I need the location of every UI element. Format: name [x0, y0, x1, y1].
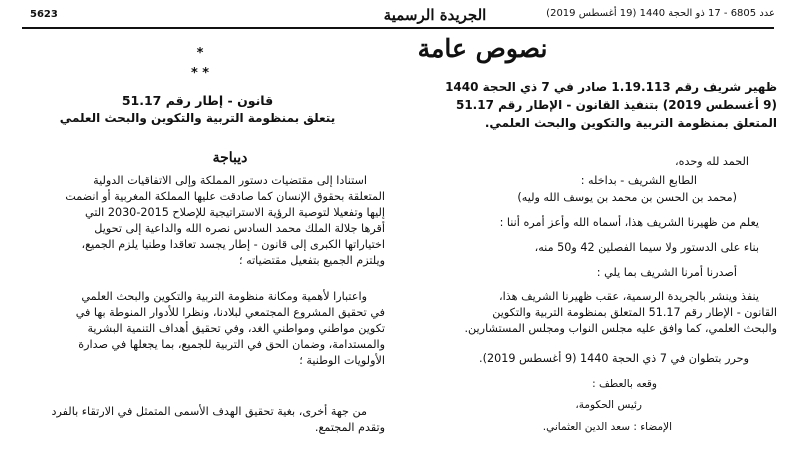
section-title: نصوص عامة	[417, 34, 548, 63]
page-number: 5623	[30, 9, 58, 20]
left-column	[10, 0, 385, 450]
based-on-line: بناء على الدستور ولا سيما الفصلين 42 و50 منه،	[534, 241, 759, 254]
preamble-line: اختياراتها الكبرى إلى قانون - إطار يجسد تعاقدا وطنيا يلزم الجميع،	[81, 238, 385, 251]
done-at-line: وحرر بتطوان في 7 ذي الحجة 1440 (9 أغسطس 2019).	[479, 352, 749, 365]
signature-line: الإمضاء : سعد الدين العثماني.	[542, 421, 672, 433]
preamble-line: استنادا إلى مقتضيات دستور المملكة وإلى الاتفاقيات الدولية	[93, 174, 367, 187]
seal-name: (محمد بن الحسن بن محمد بن يوسف الله وليه)	[517, 191, 737, 204]
preamble-line: تكوين مواطني ومواطني الغد، وفي تحقيق أهداف التنمية البشرية	[87, 322, 385, 335]
preamble-line: الأولويات الوطنية ؛	[299, 354, 385, 367]
stars-top: *	[196, 46, 204, 61]
preamble-line: ويلتزم الجميع بتفعيل مقتضياته ؛	[238, 254, 385, 267]
stars-bottom: * *	[190, 66, 210, 81]
preamble-title: ديباجة	[212, 150, 248, 166]
preamble-line: في تحقيق المشروع المجتمعي لبلادنا، ونظرا للأدوار المنوطة بها في	[75, 306, 385, 319]
preamble-line: وتقدم المجتمع.	[314, 421, 385, 434]
seal-label: الطابع الشريف - بداخله :	[580, 174, 697, 187]
preamble-line: من جهة أخرى، بغية تحقيق الهدف الأسمى المتمثل في الارتقاء بالفرد	[51, 405, 367, 418]
body-line: والبحث العلمي، كما وافق عليه مجلس النواب ومجلس المستشارين.	[464, 322, 777, 335]
law-title: قانون - إطار رقم 51.17	[121, 93, 274, 108]
praise-line: الحمد لله وحده،	[675, 155, 749, 168]
preamble-line: والمستدامة، وضمان الحق في التربية للجميع، بما يجعلها في صدارة	[78, 338, 385, 351]
journal-name: الجريدة الرسمية	[383, 6, 487, 24]
preamble-line: أقرها جلالة الملك محمد السادس نصره الله والداعية إلى تحويل	[94, 222, 385, 235]
right-column	[405, 0, 777, 450]
countersigned-line: وقعه بالعطف :	[592, 378, 657, 390]
dahir-title-line: ظهير شريف رقم 1.19.113 صادر في 7 ذي الحجة 1440	[445, 80, 777, 94]
ordered-line: أصدرنا أمرنا الشريف بما يلي :	[596, 266, 737, 279]
issue-info: عدد 6805 - 17 ذو الحجة 1440 (19 أغسطس 2019)	[546, 8, 775, 19]
preamble-line: المتعلقة بحقوق الإنسان كما صادقت عليها المملكة المغربية أو انضمت	[65, 190, 385, 203]
dahir-title-line: المتعلق بمنظومة التربية والتكوين والبحث العلمي.	[484, 116, 777, 130]
body-line: ينفذ وينشر بالجريدة الرسمية، عقب ظهيرنا الشريف هذا،	[499, 290, 759, 303]
head-of-gov-line: رئيس الحكومة،	[575, 399, 642, 411]
dahir-title-line: (9 أغسطس 2019) بتنفيذ القانون - الإطار رقم 51.17	[455, 98, 777, 112]
preamble-line: واعتبارا لأهمية ومكانة منظومة التربية والتكوين والبحث العلمي	[81, 290, 367, 303]
law-subtitle: يتعلق بمنظومة التربية والتكوين والبحث العلمي	[59, 111, 336, 125]
body-line: القانون - الإطار رقم 51.17 المتعلق بمنظومة التربية والتكوين	[492, 306, 777, 319]
preamble-line: إليها وتفعيلا لتوصية الرؤية الاستراتيجية للإصلاح 2015-2030 التي	[85, 206, 385, 219]
announce-line: يعلم من ظهيرنا الشريف هذا، أسماه الله وأعز أمره أننا :	[499, 216, 759, 229]
